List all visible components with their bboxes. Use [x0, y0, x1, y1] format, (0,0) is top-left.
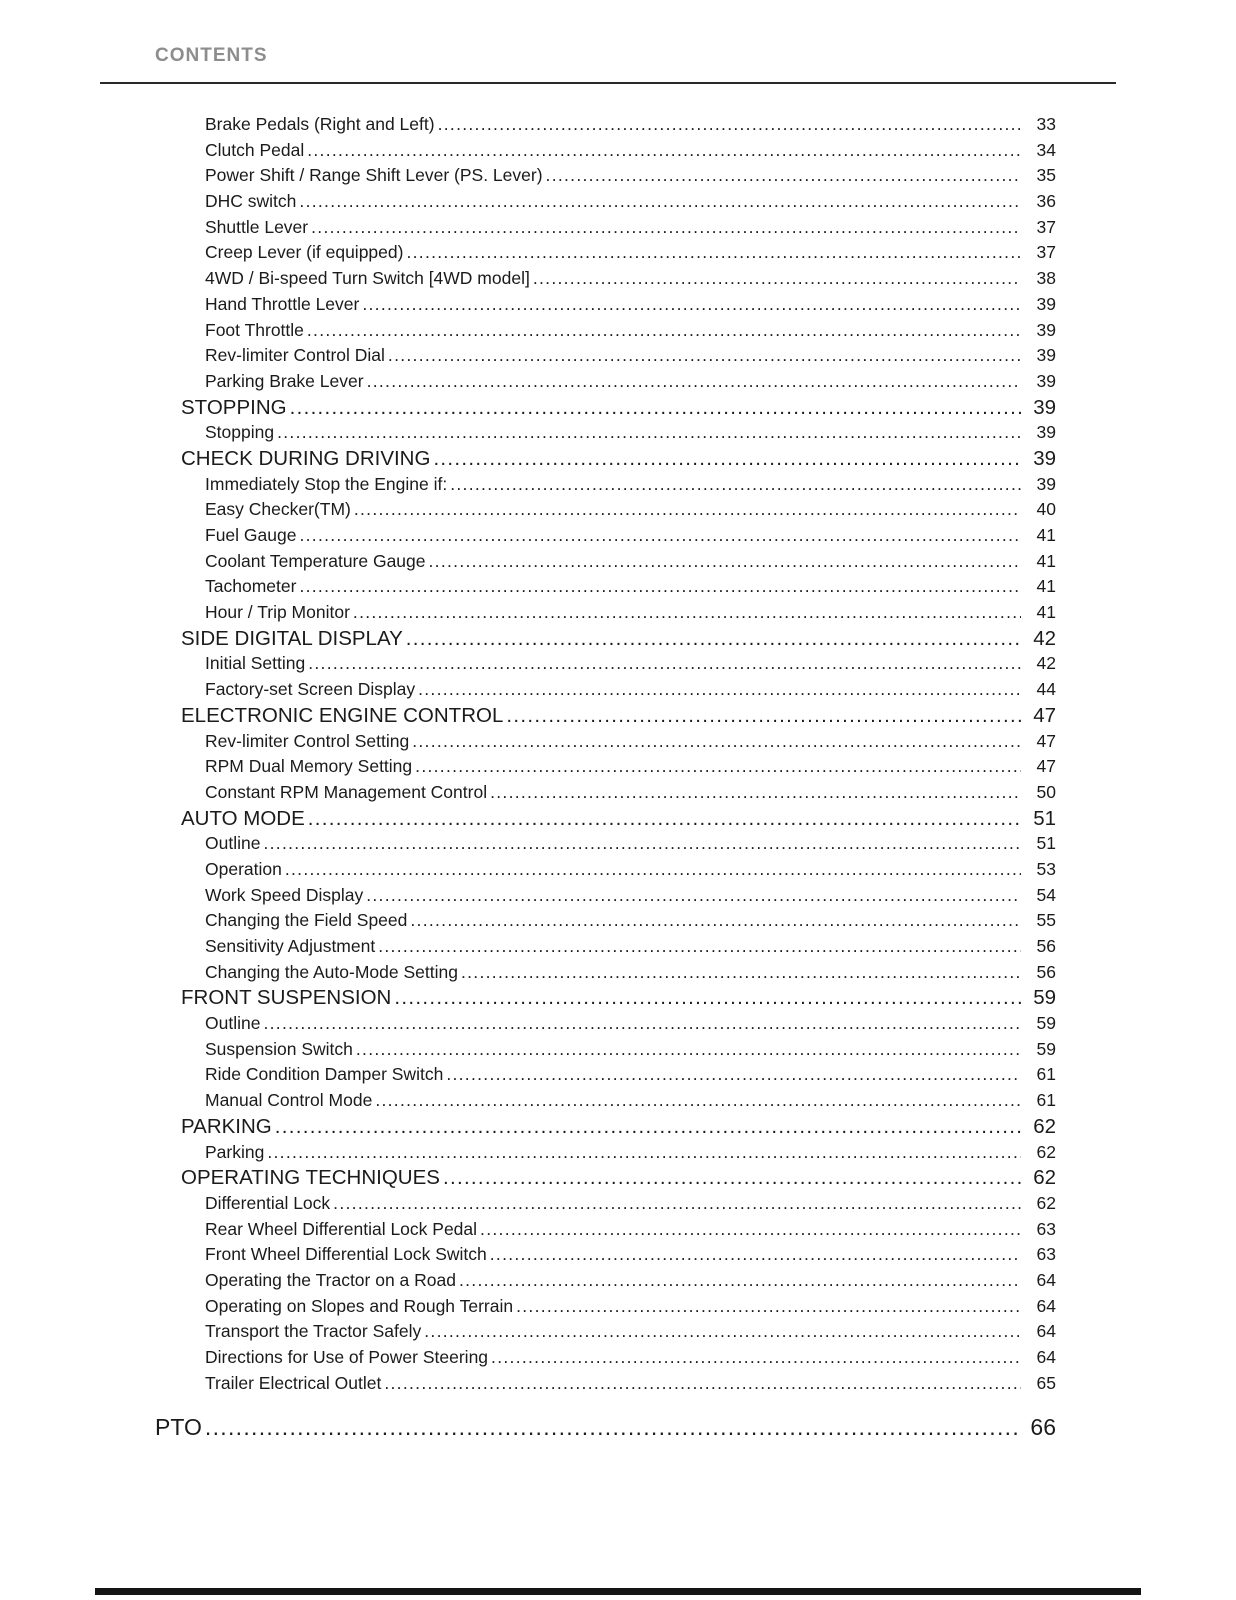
dot-leader [285, 857, 1021, 883]
toc-entry-page: 62 [1033, 1114, 1056, 1138]
dot-leader [362, 292, 1021, 318]
dot-leader [490, 1242, 1021, 1268]
toc-entry [155, 523, 1056, 549]
toc-entry-page: 41 [1036, 550, 1056, 571]
toc-entry-label: 4WD / Bi-speed Turn Switch [4WD model] [205, 268, 530, 289]
dot-leader [450, 472, 1021, 498]
toc-entry [155, 1294, 1056, 1320]
dot-leader [267, 1140, 1021, 1166]
dot-leader [388, 343, 1021, 369]
toc-entry-page: 39 [1036, 345, 1056, 366]
toc-entry-label: DHC switch [205, 191, 297, 212]
toc-entry [155, 1088, 1056, 1114]
toc-entry-page: 39 [1036, 473, 1056, 494]
toc-entry [155, 215, 1056, 241]
toc-entry-label: Rear Wheel Differential Lock Pedal [205, 1218, 478, 1239]
toc-entry [155, 112, 1056, 138]
toc-entry-page: 62 [1036, 1192, 1056, 1213]
toc-entry [155, 1011, 1056, 1037]
toc-entry-page: 39 [1036, 319, 1056, 340]
dot-leader [277, 420, 1021, 446]
toc-entry-label: PTO [155, 1414, 202, 1441]
toc-entry-page: 36 [1036, 191, 1056, 212]
dot-leader [205, 1412, 1021, 1442]
toc-entry-page: 47 [1036, 730, 1056, 751]
toc-entry-label: OPERATING TECHNIQUES [181, 1166, 440, 1190]
dot-leader [412, 729, 1021, 755]
toc-entry [155, 960, 1056, 986]
toc-entry-label: Changing the Auto-Mode Setting [205, 961, 458, 982]
toc-entry [155, 1242, 1056, 1268]
dot-leader [263, 1011, 1021, 1037]
dot-leader [443, 1165, 1021, 1191]
toc-entry [155, 138, 1056, 164]
dot-leader [333, 1191, 1021, 1217]
toc-entry-page: 39 [1033, 446, 1056, 470]
toc-entry-page: 56 [1036, 961, 1056, 982]
toc-entry [155, 677, 1056, 703]
toc-entry-page: 33 [1036, 114, 1056, 134]
toc-entry-label: PARKING [181, 1114, 272, 1138]
dot-leader [438, 112, 1021, 138]
toc-entry [155, 446, 1056, 472]
toc-entry-label: Tachometer [205, 576, 297, 597]
toc-entry-page: 62 [1036, 1141, 1056, 1162]
toc-entry-label: Operating on Slopes and Rough Terrain [205, 1295, 514, 1316]
toc-entry [155, 1062, 1056, 1088]
toc-entry [155, 1191, 1056, 1217]
toc-entry [155, 985, 1056, 1011]
toc-entry [155, 240, 1056, 266]
toc-entry [155, 292, 1056, 318]
toc-entry-page: 41 [1036, 576, 1056, 597]
toc-entry-page: 50 [1036, 781, 1056, 802]
toc-entry-page: 55 [1036, 910, 1056, 931]
toc-entry [155, 729, 1056, 755]
toc-entry-page: 41 [1036, 525, 1056, 545]
dot-leader [394, 985, 1021, 1011]
toc-entry-label: Directions for Use of Power Steering [205, 1347, 489, 1367]
toc-entry-label: Work Speed Display [205, 884, 364, 905]
toc-entry-page: 51 [1036, 833, 1056, 854]
toc-entry-label: Rev-limiter Control Setting [205, 730, 410, 751]
footer-divider [95, 1588, 1141, 1595]
toc-entry-label: Immediately Stop the Engine if: [205, 473, 448, 494]
dot-leader [461, 960, 1021, 986]
dot-leader [307, 138, 1021, 164]
toc-entry [155, 780, 1056, 806]
toc-entry [155, 1412, 1056, 1442]
toc-entry [155, 1037, 1056, 1063]
dot-leader [516, 1294, 1021, 1320]
toc-entry [155, 806, 1056, 832]
toc-entry-page: 47 [1033, 703, 1056, 727]
toc-entry [155, 1114, 1056, 1140]
toc-entry-label: Transport the Tractor Safely [205, 1321, 422, 1342]
dot-leader [354, 497, 1021, 523]
toc-entry-page: 37 [1036, 216, 1056, 237]
toc-entry-label: Power Shift / Range Shift Lever (PS. Lever) [205, 165, 543, 186]
toc-entry-page: 64 [1036, 1347, 1056, 1367]
toc-entry-page: 56 [1036, 936, 1056, 956]
dot-leader [367, 369, 1021, 395]
toc-entry-page: 42 [1033, 626, 1056, 650]
toc-entry [155, 549, 1056, 575]
toc-entry-label: Operating the Tractor on a Road [205, 1269, 456, 1290]
toc-entry-page: 54 [1036, 884, 1056, 905]
toc-entry [155, 703, 1056, 729]
dot-leader [353, 600, 1021, 626]
dot-leader [491, 1345, 1021, 1371]
dot-leader [480, 1217, 1021, 1243]
toc-entry-label: ELECTRONIC ENGINE CONTROL [181, 703, 504, 727]
dot-leader [418, 677, 1021, 703]
toc-entry-page: 42 [1036, 653, 1056, 674]
toc-entry-page: 40 [1036, 499, 1056, 520]
toc-entry-label: Clutch Pedal [205, 139, 305, 160]
toc-entry-page: 37 [1036, 242, 1056, 263]
toc-list [155, 112, 1056, 1442]
toc-entry-page: 64 [1036, 1295, 1056, 1316]
dot-leader [546, 163, 1021, 189]
toc-entry-label: Initial Setting [205, 653, 306, 674]
dot-leader [290, 395, 1021, 421]
dot-leader [378, 934, 1021, 960]
toc-entry [155, 600, 1056, 626]
toc-entry-label: FRONT SUSPENSION [181, 986, 392, 1010]
toc-entry [155, 1319, 1056, 1345]
toc-entry-page: 59 [1036, 1038, 1056, 1059]
toc-entry-label: Manual Control Mode [205, 1090, 373, 1111]
toc-entry-label: Operation [205, 858, 282, 879]
toc-entry-page: 64 [1036, 1269, 1056, 1290]
toc-entry-page: 35 [1036, 165, 1056, 186]
toc-entry-label: Brake Pedals (Right and Left) [205, 114, 435, 134]
toc-entry-label: Rev-limiter Control Dial [205, 345, 385, 366]
dot-leader [366, 883, 1021, 909]
dot-leader [299, 574, 1021, 600]
toc-entry [155, 883, 1056, 909]
page-header-title: CONTENTS [155, 45, 268, 66]
toc-entry [155, 651, 1056, 677]
toc-entry-label: Foot Throttle [205, 319, 304, 340]
toc-entry-page: 63 [1036, 1218, 1056, 1239]
toc-entry-label: Parking [205, 1141, 265, 1162]
toc-entry-page: 39 [1036, 370, 1056, 391]
dot-leader [275, 1114, 1021, 1140]
toc-entry [155, 574, 1056, 600]
toc-entry-label: Shuttle Lever [205, 216, 309, 237]
toc-entry [155, 1371, 1056, 1397]
toc-entry [155, 163, 1056, 189]
toc-entry-label: AUTO MODE [181, 806, 305, 830]
dot-leader [433, 446, 1021, 472]
toc-entry-page: 34 [1036, 139, 1056, 160]
toc-entry-label: Hour / Trip Monitor [205, 602, 350, 623]
dot-leader [263, 831, 1021, 857]
dot-leader [308, 651, 1021, 677]
toc-entry-label: Fuel Gauge [205, 525, 297, 545]
toc-entry [155, 754, 1056, 780]
toc-entry-page: 39 [1036, 293, 1056, 314]
toc-entry-label: Changing the Field Speed [205, 910, 408, 931]
toc-entry-label: SIDE DIGITAL DISPLAY [181, 626, 403, 650]
toc-entry-label: Constant RPM Management Control [205, 781, 488, 802]
toc-entry-label: Factory-set Screen Display [205, 679, 416, 700]
dot-leader [375, 1088, 1021, 1114]
dot-leader [415, 754, 1021, 780]
dot-leader [459, 1268, 1021, 1294]
toc-entry-label: Outline [205, 833, 261, 854]
toc-entry-page: 59 [1036, 1013, 1056, 1034]
dot-leader [384, 1371, 1021, 1397]
dot-leader [406, 626, 1021, 652]
toc-entry-page: 41 [1036, 602, 1056, 623]
toc-entry [155, 395, 1056, 421]
toc-entry-page: 66 [1030, 1414, 1056, 1441]
dot-leader [446, 1062, 1021, 1088]
toc-entry [155, 369, 1056, 395]
dot-leader [307, 318, 1021, 344]
dot-leader [299, 189, 1021, 215]
dot-leader [429, 549, 1021, 575]
toc-entry-label: Front Wheel Differential Lock Switch [205, 1244, 487, 1265]
toc-entry-label: Coolant Temperature Gauge [205, 550, 426, 571]
toc-entry [155, 472, 1056, 498]
toc-entry-page: 61 [1036, 1090, 1056, 1111]
toc-entry [155, 497, 1056, 523]
toc-entry-label: Trailer Electrical Outlet [205, 1372, 382, 1393]
toc-entry-label: Parking Brake Lever [205, 370, 364, 391]
toc-entry [155, 343, 1056, 369]
toc-entry [155, 266, 1056, 292]
dot-leader [308, 806, 1021, 832]
toc-entry-label: Creep Lever (if equipped) [205, 242, 404, 263]
toc-entry [155, 908, 1056, 934]
toc-entry-page: 47 [1036, 756, 1056, 777]
toc-entry-page: 62 [1033, 1166, 1056, 1190]
toc-entry [155, 1268, 1056, 1294]
toc-entry-label: Easy Checker(TM) [205, 499, 351, 520]
toc-entry-label: Sensitivity Adjustment [205, 936, 376, 956]
toc-entry-page: 39 [1036, 422, 1056, 443]
toc-entry-label: STOPPING [181, 395, 287, 419]
header-divider [100, 82, 1116, 84]
toc-entry-page: 44 [1036, 679, 1056, 700]
toc-entry-label: RPM Dual Memory Setting [205, 756, 413, 777]
toc-entry-label: Outline [205, 1013, 261, 1034]
toc-entry-label: Suspension Switch [205, 1038, 353, 1059]
toc-entry-page: 51 [1033, 806, 1056, 830]
toc-entry-label: Hand Throttle Lever [205, 293, 360, 314]
dot-leader [424, 1319, 1021, 1345]
toc-entry-page: 38 [1036, 268, 1056, 289]
toc-entry-page: 65 [1036, 1372, 1056, 1393]
toc-entry [155, 857, 1056, 883]
dot-leader [406, 240, 1021, 266]
dot-leader [533, 266, 1021, 292]
dot-leader [299, 523, 1021, 549]
toc-entry [155, 1217, 1056, 1243]
toc-entry [155, 1165, 1056, 1191]
toc-entry [155, 189, 1056, 215]
toc-entry-label: Differential Lock [205, 1192, 331, 1213]
toc-entry-page: 61 [1036, 1064, 1056, 1085]
toc-entry-page: 53 [1036, 858, 1056, 879]
toc-entry [155, 1345, 1056, 1371]
toc-entry-label: CHECK DURING DRIVING [181, 446, 431, 470]
toc-entry-label: Ride Condition Damper Switch [205, 1064, 444, 1085]
toc-entry [155, 626, 1056, 652]
toc-entry-page: 39 [1033, 395, 1056, 419]
toc-entry-page: 59 [1033, 986, 1056, 1010]
toc-entry-label: Stopping [205, 422, 275, 443]
dot-leader [410, 908, 1021, 934]
dot-leader [490, 780, 1021, 806]
toc-entry-page: 64 [1036, 1321, 1056, 1342]
toc-entry [155, 831, 1056, 857]
dot-leader [506, 703, 1021, 729]
toc-entry [155, 1140, 1056, 1166]
toc-entry [155, 318, 1056, 344]
toc-entry [155, 934, 1056, 960]
toc-entry-page: 63 [1036, 1244, 1056, 1265]
dot-leader [356, 1037, 1021, 1063]
toc-entry [155, 420, 1056, 446]
dot-leader [311, 215, 1021, 241]
